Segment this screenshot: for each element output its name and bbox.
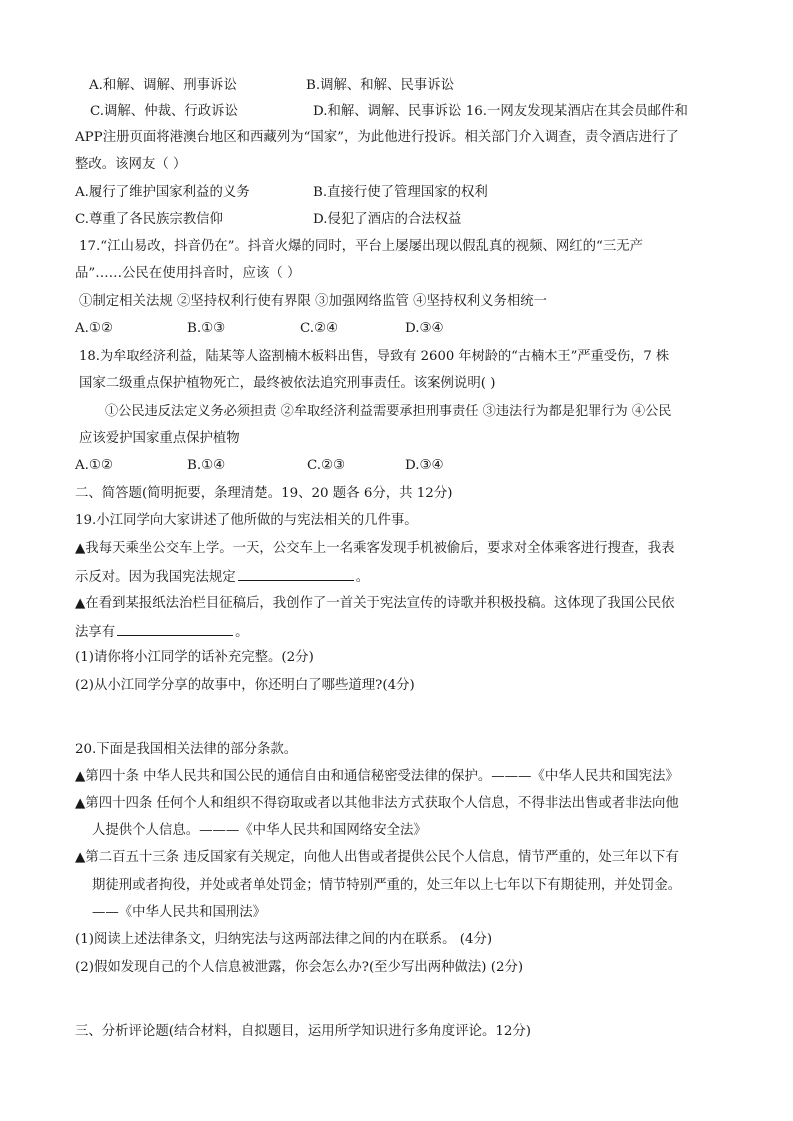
q18-statements-line-1: ①公民违反法定义务必须担责 ②牟取经济利益需要承担刑事责任 ③违法行为都是犯罪行为 ④公民 [105, 404, 672, 419]
q15-option-c: C.调解、仲裁、行政诉讼 [90, 104, 238, 119]
q20-article-3-line-1: ▲第二百五十三条 违反国家有关规定，向他人出售或者提供公民个人信息，情节严重的，处三年以下有 [75, 850, 679, 865]
q15-option-a: A.和解、调解、刑事诉讼 [89, 78, 237, 93]
q20-article-2-line-1: ▲第四十四条 任何个人和组织不得窃取或者以其他非法方式获取个人信息，不得非法出售或者非法向他 [75, 796, 679, 811]
q18-stem-line-1: 18.为牟取经济利益，陆某等人盗割楠木板料出售，导致有 2600 年树龄的“古楠木王”严重受伤，7 株 [79, 349, 670, 364]
q20-article-2-line-2: 人提供个人信息。———《中华人民共和国网络安全法》 [92, 823, 427, 838]
q16-option-a: A.履行了维护国家利益的义务 [75, 185, 250, 200]
q19-sub-question-2: (2)从小江同学分享的故事中，你还明白了哪些道理?(4分) [75, 678, 415, 693]
q18-option-b: B.①④ [187, 458, 226, 473]
q20-stem: 20.下面是我国相关法律的部分条款。 [75, 742, 298, 757]
q17-statements: ①制定相关法规 ②坚持权利行使有界限 ③加强网络监管 ④坚持权利义务相统一 [79, 294, 548, 309]
q18-stem-line-2: 国家二级重点保护植物死亡，最终被依法追究刑事责任。该案例说明( ) [79, 376, 496, 391]
q16-option-c: C.尊重了各民族宗教信仰 [75, 212, 223, 227]
q17-option-b: B.①③ [187, 321, 226, 336]
q17-option-a: A.①② [75, 321, 113, 336]
q19-stem: 19.小江同学向大家讲述了他所做的与宪法相关的几件事。 [75, 513, 418, 528]
q18-option-a: A.①② [75, 458, 113, 473]
q19-item-1-line-1: ▲我每天乘坐公交车上学。一天，公交车上一名乘客发现手机被偷后，要求对全体乘客进行搜查，我表 [75, 541, 675, 556]
q20-article-3-line-2: 期徒刑或者拘役，并处或者单处罚金；情节特别严重的，处三年以上七年以下有期徒刑，并处罚金。 [92, 878, 682, 893]
q19-item-1-end: 。 [355, 570, 370, 585]
q19-item-1-text: 示反对。因为我国宪法规定 [75, 570, 236, 585]
section-3-title: 三、分析评论题(结合材料，自拟题目，运用所学知识进行多角度评论。12分) [75, 1024, 531, 1039]
q16-option-d: D.侵犯了酒店的合法权益 [313, 212, 462, 227]
q18-option-d: D.③④ [405, 458, 444, 473]
q16-option-b: B.直接行使了管理国家的权利 [313, 185, 488, 200]
q16-stem-line-1: 16.一网友发现某酒店在其会员邮件和 [465, 104, 688, 119]
q17-option-c: C.②④ [300, 321, 339, 336]
q20-sub-question-1: (1)阅读上述法律条文，归纳宪法与这两部法律之间的内在联系。 (4分) [75, 932, 493, 947]
q16-stem-line-3: 整改。该网友（ ） [75, 157, 187, 172]
q18-statements-line-2: 应该爱护国家重点保护植物 [79, 431, 240, 446]
q20-article-3-line-3: ——《中华人民共和国刑法》 [92, 905, 267, 920]
q19-item-1-line-2 [75, 566, 725, 588]
q19-item-2-line-1: ▲在看到某报纸法治栏目征稿后，我创作了一首关于宪法宣传的诗歌并积极投稿。这体现了我国公民依 [75, 596, 675, 611]
q17-option-d: D.③④ [405, 321, 444, 336]
q20-article-1: ▲第四十条 中华人民共和国公民的通信自由和通信秘密受法律的保护。———《中华人民共和国宪法》 [75, 769, 679, 784]
q17-stem-line-1: 17.“江山易改，抖音仍在”。抖音火爆的同时，平台上屡屡出现以假乱真的视频、网红的“三无产 [79, 239, 644, 254]
q19-item-2-line-2 [75, 621, 725, 643]
q19-blank-2[interactable] [117, 621, 233, 636]
q20-sub-question-2: (2)假如发现自己的个人信息被泄露，你会怎么办?(至少写出两种做法) (2分) [75, 960, 524, 975]
q19-blank-1[interactable] [238, 566, 354, 581]
q15-option-b: B.调解、和解、民事诉讼 [306, 78, 455, 93]
q15-option-d [313, 102, 688, 122]
q15-option-d-text: D.和解、调解、民事诉讼 [313, 104, 462, 119]
q16-stem-line-2: APP注册页面将港澳台地区和西藏列为“国家”，为此他进行投诉。相关部门介入调查，责令酒店进行了 [75, 130, 679, 145]
q19-item-2-text: 法享有 [75, 625, 116, 640]
section-2-title: 二、简答题(简明扼要，条理清楚。19、20 题各 6分，共 12分) [75, 486, 453, 501]
q18-option-c: C.②③ [307, 458, 346, 473]
q19-sub-question-1: (1)请你将小江同学的话补充完整。(2分) [75, 650, 314, 665]
q17-stem-line-2: 品”……公民在使用抖音时，应该（ ） [75, 266, 301, 281]
q19-item-2-end: 。 [235, 625, 249, 640]
